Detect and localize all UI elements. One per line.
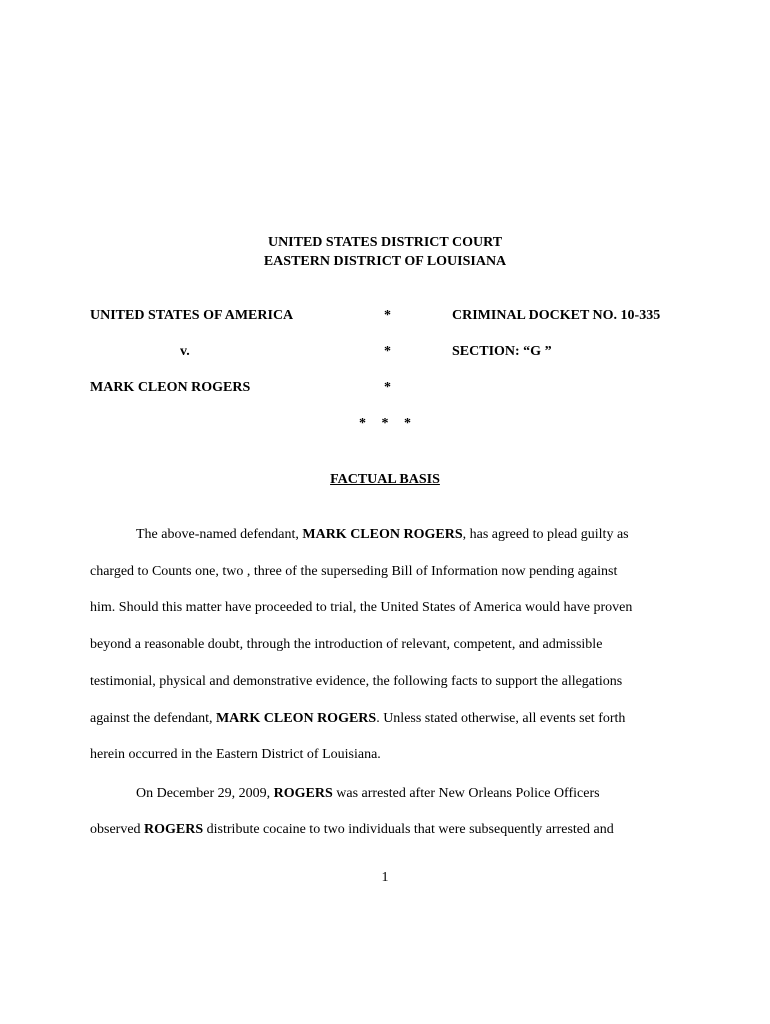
body-line: The above-named defendant, MARK CLEON ROGERS, has agreed to plead guilty as	[136, 527, 629, 542]
caption-separator: *	[384, 344, 391, 359]
body-line: On December 29, 2009, ROGERS was arrested after New Orleans Police Officers	[136, 786, 600, 801]
body-line: beyond a reasonable doubt, through the introduction of relevant, competent, and admissible	[90, 637, 603, 652]
page-number: 1	[381, 870, 389, 885]
caption-divider: * * *	[359, 416, 411, 431]
court-name: UNITED STATES DISTRICT COURT	[267, 235, 503, 250]
document-title: FACTUAL BASIS	[330, 472, 440, 487]
caption-separator: *	[384, 308, 391, 323]
caption-separator: *	[384, 380, 391, 395]
body-line: herein occurred in the Eastern District of Louisiana.	[90, 747, 381, 762]
body-line: him. Should this matter have proceeded to trial, the United States of America would have proven	[90, 600, 633, 615]
caption-row-defendant	[0, 380, 770, 400]
defendant-bold: ROGERS	[273, 786, 333, 801]
defendant-bold: ROGERS	[144, 822, 204, 837]
body-line: testimonial, physical and demonstrative evidence, the following facts to support the allegations	[90, 674, 623, 689]
court-header	[0, 233, 770, 271]
defendant-bold: MARK CLEON ROGERS	[215, 711, 377, 726]
defendant-bold: MARK CLEON ROGERS	[302, 527, 463, 542]
defendant-name: MARK CLEON ROGERS	[90, 380, 251, 395]
caption-row-plaintiff	[0, 308, 770, 328]
plaintiff-name: UNITED STATES OF AMERICA	[90, 308, 294, 323]
versus-label: v.	[180, 344, 190, 359]
body-line: charged to Counts one, two , three of the superseding Bill of Information now pending against	[90, 564, 618, 579]
section-label: SECTION: “G ”	[452, 344, 552, 359]
docket-number: CRIMINAL DOCKET NO. 10-335	[452, 308, 661, 323]
body-line: observed ROGERS distribute cocaine to two individuals that were subsequently arrested and	[90, 822, 614, 837]
court-district: EASTERN DISTRICT OF LOUISIANA	[263, 254, 507, 269]
caption-row-versus	[0, 344, 770, 364]
body-line: against the defendant, MARK CLEON ROGERS. Unless stated otherwise, all events set forth	[90, 711, 626, 726]
